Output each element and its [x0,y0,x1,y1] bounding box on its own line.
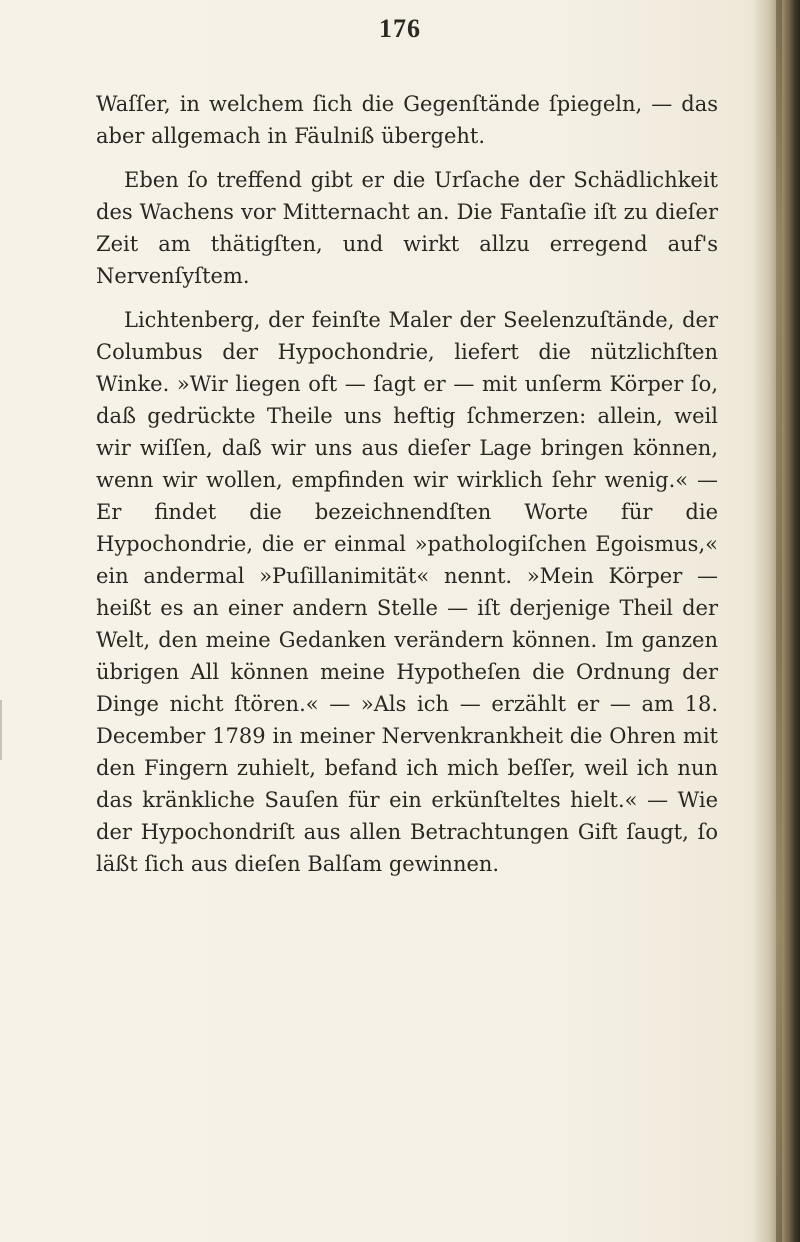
margin-mark [0,700,16,760]
paragraph-2: Eben ſo treffend gibt er die Urſache der Schädlichkeit des Wachens vor Mitternacht an. Die Fantaſie iſt zu dieſer Zeit am thätigſten, und wirkt allzu erregend auf's Nervenſyſtem. [96,168,718,288]
page-number: 176 [379,14,421,43]
paragraph-1: Waſſer, in welchem ſich die Gegenſtände ſpiegeln, — das aber allgemach in Fäulniß übergeht. [96,92,718,148]
paragraph-3: Lichtenberg, der feinſte Maler der Seelenzuſtände, der Columbus der Hypochondrie, liefert die nützlichſten Winke. »Wir liegen oft — ſagt er — mit unſerm Körper ſo, daß gedrückte Theile uns heftig ſchmerzen: allein, weil wir wiſſen, daß wir uns aus dieſer Lage bringen können, wenn wir wollen, empfinden wir wirklich ſehr wenig.« — Er findet die bezeichnendſten Worte für die Hypochondrie, die er einmal »pathologiſchen Egoismus,« ein andermal »Puſillanimität« nennt. »Mein Körper — heißt es an einer andern Stelle — iſt derjenige Theil der Welt, den meine Gedanken verändern können. Im ganzen übrigen All können meine Hypotheſen die Ordnung der Dinge nicht ſtören.« — »Als ich — erzählt er — am 18. December 1789 in meiner Nervenkrankheit die Ohren mit den Fingern zuhielt, befand ich mich beſſer, weil ich nun das kränkliche Sauſen für ein erkünſteltes hielt.« — Wie der Hypochondriſt aus allen Betrachtungen Gift ſaugt, ſo läßt ſich aus dieſen Balſam gewinnen. [96,308,718,876]
binding-shadow [776,0,782,1242]
body-text [96,88,718,892]
